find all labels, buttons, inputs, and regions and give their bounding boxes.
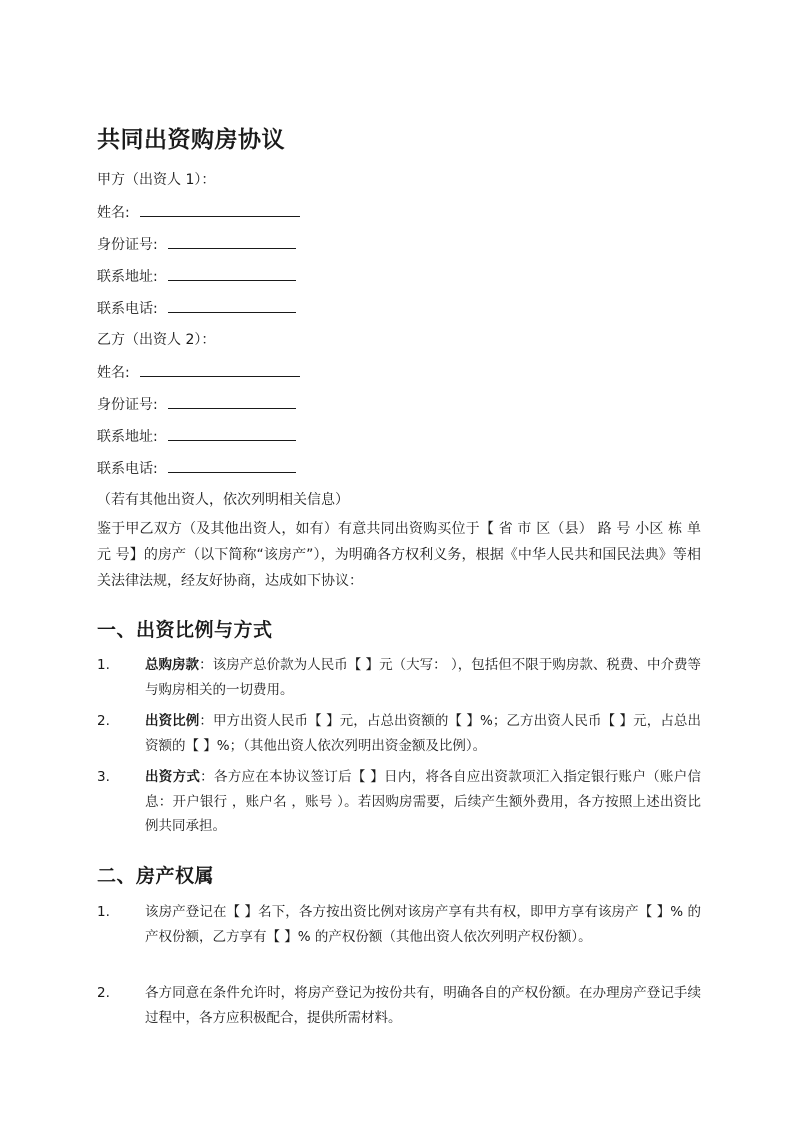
party-a-name-row (97, 202, 300, 223)
item-label: 出资方式 (145, 769, 201, 785)
item-text: ：甲方出资人民币【 】元，占总出资额的【 】%；乙方出资人民币【 】元，占总出资额的【 】%；（其他出资人依次列明出资金额及比例）。 (145, 713, 702, 754)
party-b-name-blank[interactable] (140, 362, 300, 377)
section-1-item (97, 765, 701, 839)
party-a-address-blank[interactable] (168, 266, 296, 281)
other-investors-note: （若有其他出资人，依次列明相关信息） (97, 492, 349, 508)
item-number: 1. (97, 904, 110, 920)
item-text: ：该房产总价款为人民币【 】元（大写： ），包括但不限于购房款、税费、中介费等与购房相关的一切费用。 (145, 657, 701, 698)
item-label: 总购房款 (145, 657, 200, 673)
section-2-heading: 二、房产权属 (97, 865, 215, 887)
section-2-item (97, 900, 701, 949)
item-label: 出资比例 (145, 713, 200, 729)
section-1-heading: 一、出资比例与方式 (97, 619, 273, 641)
party-a-id-label: 身份证号: (97, 237, 158, 253)
party-b-name-row (97, 362, 300, 383)
party-a-name-label: 姓名: (97, 205, 130, 221)
party-a-phone-blank[interactable] (168, 298, 296, 313)
party-b-address-blank[interactable] (168, 426, 296, 441)
party-b-header: 乙方（出资人 2）： (97, 332, 216, 348)
preamble-paragraph: 鉴于甲乙双方（及其他出资人，如有）有意共同出资购买位于【 省 市 区（县） 路 号 小区 栋 单元 号】的房产（以下简称“该房产”），为明确各方权利义务，根据《中华人民共和国民法典》等相关法律法规，经友好协商，达成如下协议： (97, 521, 701, 589)
party-a-id-blank[interactable] (168, 234, 296, 249)
item-number: 3. (97, 769, 110, 785)
document-title: 共同出资购房协议 (97, 127, 285, 153)
party-b-id-label: 身份证号: (97, 397, 158, 413)
party-b-id-blank[interactable] (168, 394, 296, 409)
party-a-address-label: 联系地址: (97, 269, 158, 285)
item-text: ：各方应在本协议签订后【 】日内，将各自应出资款项汇入指定银行账户（账户信息：开户银行 ，账户名 ，账号 ）。若因购房需要，后续产生额外费用，各方按照上述出资比例共同承担。 (145, 769, 701, 834)
party-a-name-blank[interactable] (140, 202, 300, 217)
party-a-phone-label: 联系电话: (97, 301, 158, 317)
section-1-item (97, 709, 701, 758)
party-b-phone-blank[interactable] (168, 458, 296, 473)
item-text: 该房产登记在【 】名下，各方按出资比例对该房产享有共有权，即甲方享有该房产【 】% 的产权份额，乙方享有【 】% 的产权份额（其他出资人依次列明产权份额）。 (145, 904, 701, 945)
party-a-header: 甲方（出资人 1）： (97, 172, 216, 188)
party-b-id-row (97, 394, 296, 415)
party-b-name-label: 姓名: (97, 365, 130, 381)
party-b-address-row (97, 426, 296, 447)
item-number: 1. (97, 657, 110, 673)
item-text: 各方同意在条件允许时，将房产登记为按份共有，明确各自的产权份额。在办理房产登记手续过程中，各方应积极配合，提供所需材料。 (145, 985, 701, 1026)
party-a-id-row (97, 234, 296, 255)
party-b-phone-label: 联系电话: (97, 461, 158, 477)
section-2-item (97, 981, 701, 1030)
section-1-item (97, 653, 701, 702)
item-number: 2. (97, 713, 110, 729)
item-number: 2. (97, 985, 110, 1001)
party-a-phone-row (97, 298, 296, 319)
party-a-address-row (97, 266, 296, 287)
party-b-phone-row (97, 458, 296, 479)
party-b-address-label: 联系地址: (97, 429, 158, 445)
